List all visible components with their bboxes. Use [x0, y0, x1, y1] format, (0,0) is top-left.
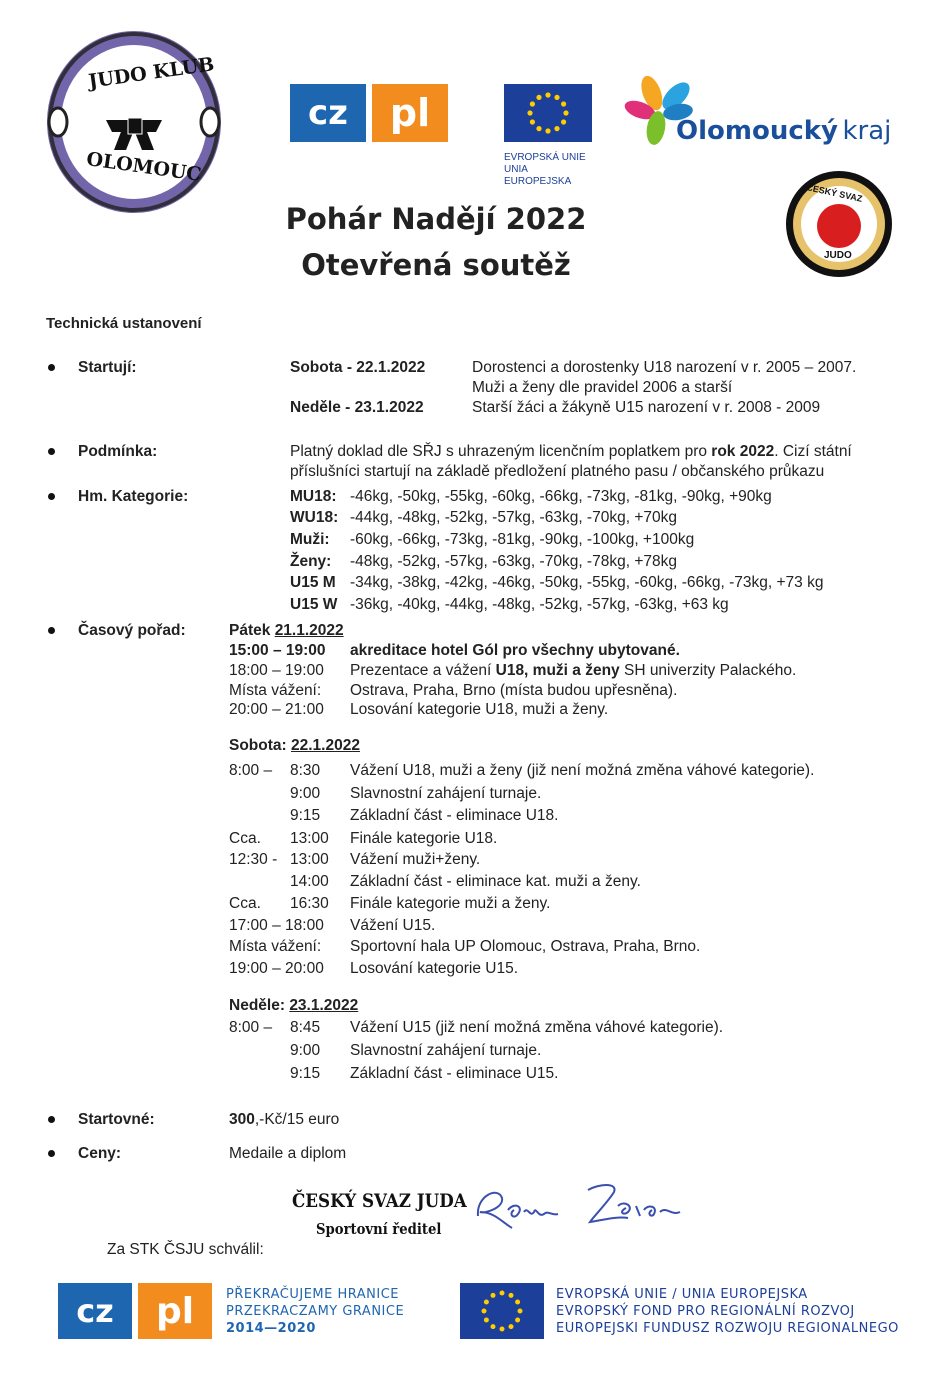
startovne-amount: 300: [229, 1111, 255, 1128]
sobota-t1: Cca.: [229, 895, 261, 912]
nedele-date: 23.1.2022: [289, 997, 359, 1014]
patek-text-2-pre: Prezentace a vážení: [350, 662, 496, 679]
podminka-line-1: [290, 442, 852, 462]
bullet-icon: [48, 364, 55, 371]
nedele-t1: 8:00 –: [229, 1019, 273, 1036]
patek-time-4: 20:00 – 21:00: [229, 701, 324, 718]
footer-eu-text-2: EVROPSKÝ FOND PRO REGIONÁLNÍ ROZVOJ: [556, 1304, 855, 1319]
startuji-text-2: Muži a ženy dle pravidel 2006 a starší: [472, 379, 733, 396]
sobota-t2: 9:15: [290, 807, 321, 824]
eu-logo: [504, 84, 596, 187]
nedele-t2: 9:00: [290, 1042, 321, 1059]
cesky-svaz-judo-logo: [784, 170, 894, 278]
patek-text-4: Losování kategorie U18, muži a ženy.: [350, 701, 609, 718]
csj-bottom-text: JUDO: [824, 250, 852, 261]
nedele-t2: 8:45: [290, 1019, 321, 1036]
sobota-t1: 8:00 –: [229, 762, 273, 779]
cz-mark: cz: [290, 84, 366, 142]
kategorie-values: -36kg, -40kg, -44kg, -48kg, -52kg, -57kg, -63kg, +63 kg: [350, 596, 729, 613]
podminka-text-pre: Platný doklad dle SŘJ s uhrazeným licenčním poplatkem pro: [290, 443, 712, 460]
kraj-name-light: kraj: [842, 116, 892, 146]
club-name-bottom: OLOMOUC: [85, 148, 203, 186]
schvalil-label: Za STK ČSJU schválil:: [107, 1241, 264, 1258]
sobota-t2: 16:30: [290, 895, 329, 912]
kategorie-name: U15 W: [290, 596, 338, 613]
sobota-day: Sobota:: [229, 737, 287, 754]
kategorie-values: -44kg, -48kg, -52kg, -57kg, -63kg, -70kg, +70kg: [350, 509, 677, 526]
sobota-t2: 14:00: [290, 873, 329, 890]
nedele-text: Vážení U15 (již není možná změna váhové kategorie).: [350, 1019, 724, 1036]
startovne-value: [229, 1110, 339, 1130]
sobota-t1: Místa vážení:: [229, 938, 322, 955]
signature: [468, 1176, 688, 1236]
startuji-day-2: Neděle - 23.1.2022: [290, 399, 424, 416]
stamp-line-1: ČESKÝ SVAZ JUDA: [292, 1190, 467, 1212]
bullet-icon: [48, 1116, 55, 1123]
footer-interreg-text-2: PRZEKRACZAMY GRANICE: [226, 1304, 405, 1319]
footer-eu-text-3: EUROPEJSKI FUNDUSZ ROZWOJU REGIONALNEGO: [556, 1321, 899, 1336]
kategorie-name: U15 M: [290, 574, 336, 591]
judo-klub-logo: [44, 24, 226, 220]
sobota-text: Sportovní hala UP Olomouc, Ostrava, Praha, Brno.: [350, 938, 701, 955]
footer-pl-mark: pl: [138, 1283, 212, 1339]
sobota-text: Vážení U18, muži a ženy (již není možná změna váhové kategorie).: [350, 762, 815, 779]
csj-top-text: ČESKÝ SVAZ: [805, 182, 864, 204]
kategorie-values: -34kg, -38kg, -42kg, -46kg, -50kg, -55kg, -60kg, -66kg, -73kg, +73 kg: [350, 574, 824, 591]
sobota-date: 22.1.2022: [291, 737, 360, 754]
bullet-icon: [48, 493, 55, 500]
sobota-t1: 12:30 -: [229, 851, 278, 868]
footer-interreg-logo: [58, 1283, 214, 1339]
ceny-label: Ceny:: [78, 1145, 122, 1162]
kraj-name-bold: Olomoucký: [676, 116, 838, 146]
sobota-t1: 17:00 – 18:00: [229, 917, 324, 934]
patek-text-2-bold: U18, muži a ženy: [495, 662, 620, 679]
kategorie-name: Ženy:: [290, 553, 332, 570]
sobota-text: Losování kategorie U15.: [350, 960, 519, 977]
footer-eu-text-1: EVROPSKÁ UNIE / UNIA EUROPEJSKA: [556, 1287, 808, 1302]
footer-interreg-text-1: PŘEKRAČUJEME HRANICE: [226, 1287, 400, 1302]
sobota-t2: 13:00: [290, 830, 329, 847]
cz-pl-logo: [290, 84, 448, 142]
podminka-year: rok 2022: [711, 443, 775, 460]
sobota-text: Finále kategorie U18.: [350, 830, 498, 847]
kategorie-name: Muži:: [290, 531, 330, 548]
sobota-t2: 13:00: [290, 851, 329, 868]
sobota-text: Základní část - eliminace U18.: [350, 807, 559, 824]
podminka-label: Podmínka:: [78, 443, 158, 460]
bullet-icon: [48, 448, 55, 455]
kategorie-values: -48kg, -52kg, -57kg, -63kg, -70kg, -78kg, +78kg: [350, 553, 677, 570]
patek-heading: [229, 621, 344, 641]
kategorie-values: -46kg, -50kg, -55kg, -60kg, -66kg, -73kg, -81kg, -90kg, +90kg: [350, 488, 772, 505]
bullet-icon: [48, 627, 55, 634]
patek-text-1: akreditace hotel Gól pro všechny ubytované.: [350, 642, 680, 659]
footer-interreg-years: 2014—2020: [226, 1321, 316, 1336]
nedele-text: Základní část - eliminace U15.: [350, 1065, 559, 1082]
eu-label-2: UNIA EUROPEJSKA: [504, 164, 572, 187]
porad-label: Časový pořad:: [78, 622, 186, 639]
startuji-text-3: Starší žáci a žákyně U15 narození v r. 2008 - 2009: [472, 399, 821, 416]
patek-text-2-post: SH univerzity Palackého.: [619, 662, 797, 679]
startovne-currency: ,-Kč/15 euro: [254, 1111, 340, 1128]
patek-time-2: 18:00 – 19:00: [229, 662, 324, 679]
sobota-t2: 8:30: [290, 762, 321, 779]
ceny-value: Medaile a diplom: [229, 1145, 347, 1162]
page-title-line-2: Otevřená soutěž: [301, 248, 571, 282]
startuji-text-1: Dorostenci a dorostenky U18 narození v r. 2005 – 2007.: [472, 359, 857, 376]
nedele-text: Slavnostní zahájení turnaje.: [350, 1042, 542, 1059]
sobota-text: Slavnostní zahájení turnaje.: [350, 785, 542, 802]
sobota-text: Vážení U15.: [350, 917, 436, 934]
kategorie-label: Hm. Kategorie:: [78, 488, 189, 505]
sobota-t2: 9:00: [290, 785, 321, 802]
footer-cz-mark: cz: [58, 1283, 132, 1339]
nedele-day: Neděle:: [229, 997, 285, 1014]
eu-flag-icon: [504, 84, 592, 142]
podminka-text-post: . Cizí státní: [774, 443, 852, 460]
patek-day: Pátek: [229, 622, 271, 639]
startuji-label: Startují:: [78, 359, 137, 376]
section-heading: Technická ustanovení: [46, 315, 202, 332]
patek-time-3: Místa vážení:: [229, 682, 322, 699]
sobota-text: Vážení muži+ženy.: [350, 851, 481, 868]
page-title-line-1: Pohár Nadějí 2022: [285, 202, 587, 236]
pl-mark: pl: [372, 84, 448, 142]
sobota-t1: Cca.: [229, 830, 261, 847]
sobota-heading: [229, 736, 360, 756]
club-name-top: JUDO KLUB: [87, 53, 216, 93]
nedele-heading: [229, 996, 358, 1016]
stamp-line-2: Sportovní ředitel: [316, 1220, 442, 1238]
patek-time-1: 15:00 – 19:00: [229, 642, 326, 659]
patek-date: 21.1.2022: [274, 622, 344, 639]
sobota-t1: 19:00 – 20:00: [229, 960, 324, 977]
nedele-t2: 9:15: [290, 1065, 321, 1082]
olomoucky-kraj-logo: [618, 70, 898, 160]
startovne-label: Startovné:: [78, 1111, 155, 1128]
patek-text-2: [350, 661, 796, 681]
bullet-icon: [48, 1150, 55, 1157]
sobota-text: Základní část - eliminace kat. muži a ženy.: [350, 873, 641, 890]
kategorie-name: MU18:: [290, 488, 337, 505]
kategorie-name: WU18:: [290, 509, 339, 526]
startuji-day-1: Sobota - 22.1.2022: [290, 359, 426, 376]
eu-label-1: EVROPSKÁ UNIE: [504, 152, 586, 163]
footer-eu-flag-icon: [460, 1283, 544, 1339]
sobota-text: Finále kategorie muži a ženy.: [350, 895, 551, 912]
patek-text-3: Ostrava, Praha, Brno (místa budou upřesněna).: [350, 682, 678, 699]
podminka-line-2: příslušníci startují na základě předložení platného pasu / občanského průkazu: [290, 463, 825, 480]
kategorie-values: -60kg, -66kg, -73kg, -81kg, -90kg, -100kg, +100kg: [350, 531, 695, 548]
